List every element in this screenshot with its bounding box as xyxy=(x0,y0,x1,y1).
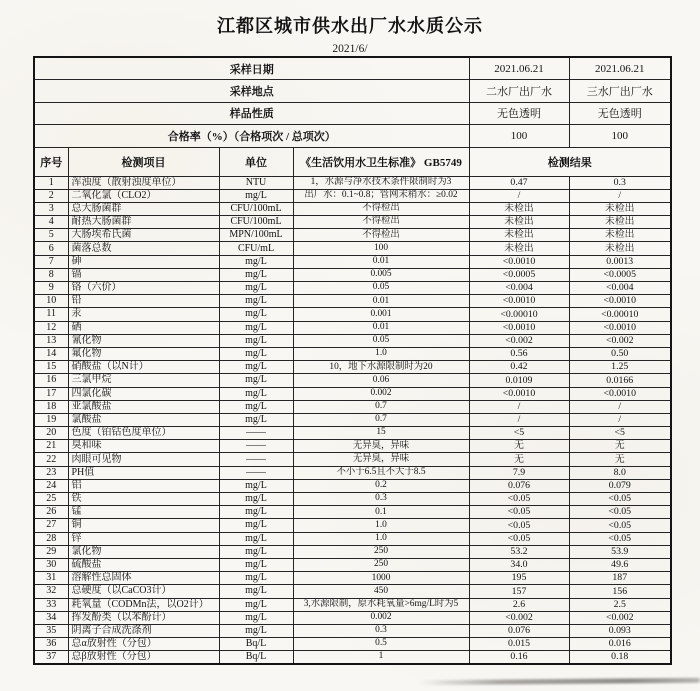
parameter-unit: mg/L xyxy=(219,611,293,624)
standard-limit: 0.05 xyxy=(293,282,469,295)
result-plant3: <0.05 xyxy=(569,519,671,532)
result-plant2: 7.9 xyxy=(469,466,569,479)
meta-value-plant3: 无色透明 xyxy=(569,102,671,125)
meta-value-plant2: 100 xyxy=(469,125,569,148)
result-plant3: 0.093 xyxy=(569,624,671,637)
page-title: 江都区城市供水出厂水水质公示 xyxy=(217,16,483,36)
table-row xyxy=(34,532,671,545)
result-plant2: <0.002 xyxy=(469,334,569,347)
standard-limit: 0.1 xyxy=(293,506,469,519)
result-plant2: 157 xyxy=(469,585,569,598)
meta-row xyxy=(34,57,671,80)
result-plant2: <0.002 xyxy=(469,611,569,624)
col-header-no: 序号 xyxy=(34,147,68,176)
parameter-unit: mg/L xyxy=(219,493,293,506)
row-number: 23 xyxy=(34,466,68,479)
row-number: 20 xyxy=(34,427,68,440)
row-number: 11 xyxy=(34,308,68,321)
result-plant2: 0.015 xyxy=(469,638,569,651)
parameter-name: 四氯化碳 xyxy=(68,387,219,400)
result-plant2: 0.0109 xyxy=(469,374,569,387)
table-row xyxy=(34,506,671,519)
parameter-unit: mg/L xyxy=(219,347,293,360)
table-row xyxy=(34,202,671,215)
parameter-unit: Bq/L xyxy=(219,651,293,664)
result-plant3: <0.05 xyxy=(569,506,671,519)
standard-limit: 0.3 xyxy=(293,493,469,506)
result-plant2: 0.16 xyxy=(469,651,569,664)
table-row xyxy=(34,282,671,295)
parameter-name: 总大肠菌群 xyxy=(68,202,219,215)
row-number: 1 xyxy=(34,176,68,189)
standard-limit: 无异臭，异味 xyxy=(293,453,469,466)
parameter-name: 硒 xyxy=(68,321,219,334)
result-plant3: 无 xyxy=(569,453,671,466)
standard-limit: 不小于6.5且不大于8.5 xyxy=(293,466,469,479)
parameter-unit: mg/L xyxy=(219,268,293,281)
parameter-unit: mg/L xyxy=(219,295,293,308)
parameter-unit: CFU/100mL xyxy=(219,216,293,229)
parameter-unit: mg/L xyxy=(219,598,293,611)
standard-limit: 不得检出 xyxy=(293,202,469,215)
row-number: 19 xyxy=(34,413,68,426)
result-plant2: <0.05 xyxy=(469,532,569,545)
result-plant3: 未检出 xyxy=(569,242,671,255)
table-row xyxy=(34,308,671,321)
row-number: 5 xyxy=(34,229,68,242)
parameter-name: 铜 xyxy=(68,519,219,532)
table-row xyxy=(34,427,671,440)
result-plant3: 0.079 xyxy=(569,479,671,492)
parameter-unit: mg/L xyxy=(219,321,293,334)
row-number: 32 xyxy=(34,585,68,598)
result-plant2: <0.00010 xyxy=(469,308,569,321)
table-row xyxy=(34,519,671,532)
col-header-standard: 《生活饮用水卫生标准》 GB5749 xyxy=(293,147,469,176)
row-number: 36 xyxy=(34,638,68,651)
parameter-unit: mg/L xyxy=(219,400,293,413)
result-plant2: <0.05 xyxy=(469,493,569,506)
result-plant3: / xyxy=(569,189,671,202)
parameter-name: 铅 xyxy=(68,295,219,308)
standard-limit: 450 xyxy=(293,585,469,598)
result-plant3: 49.6 xyxy=(569,558,671,571)
table-row xyxy=(34,453,671,466)
result-plant2: / xyxy=(469,413,569,426)
parameter-name: 砷 xyxy=(68,255,219,268)
result-plant2: <0.0010 xyxy=(469,295,569,308)
parameter-name: 总α放射性（分包） xyxy=(68,638,219,651)
parameter-name: 阴离子合成洗涤剂 xyxy=(68,624,219,637)
table-row xyxy=(34,466,671,479)
standard-limit: 1000 xyxy=(293,572,469,585)
meta-value-plant2: 二水厂出厂水 xyxy=(469,80,569,103)
row-number: 21 xyxy=(34,440,68,453)
meta-value-plant3: 三水厂出厂水 xyxy=(569,80,671,103)
parameter-name: 臭和味 xyxy=(68,440,219,453)
result-plant3: 0.0013 xyxy=(569,255,671,268)
parameter-name: 溶解性总固体 xyxy=(68,572,219,585)
parameter-unit: mg/L xyxy=(219,585,293,598)
row-number: 27 xyxy=(34,519,68,532)
table-row xyxy=(34,611,671,624)
parameter-unit: CFU/100mL xyxy=(219,202,293,215)
row-number: 6 xyxy=(34,242,68,255)
row-number: 28 xyxy=(34,532,68,545)
table-row xyxy=(34,216,671,229)
parameter-name: 耗氧量（CODMn法，以O2计） xyxy=(68,598,219,611)
parameter-unit: mg/L xyxy=(219,545,293,558)
standard-limit: 100 xyxy=(293,242,469,255)
table-row xyxy=(34,545,671,558)
result-plant3: 156 xyxy=(569,585,671,598)
parameter-name: 总硬度（以CaCO3计） xyxy=(68,585,219,598)
standard-limit: 不得检出 xyxy=(293,229,469,242)
result-plant3: 0.3 xyxy=(569,176,671,189)
table-row xyxy=(34,585,671,598)
result-plant2: 195 xyxy=(469,572,569,585)
meta-label: 合格率（%）（合格项次 / 总项次） xyxy=(34,125,469,148)
result-plant3: 无 xyxy=(569,440,671,453)
parameter-name: 铝 xyxy=(68,479,219,492)
column-header-row xyxy=(34,147,671,176)
parameter-name: 氟化物 xyxy=(68,347,219,360)
parameter-name: 耐热大肠菌群 xyxy=(68,216,219,229)
parameter-unit: NTU xyxy=(219,176,293,189)
parameter-unit: mg/L xyxy=(219,624,293,637)
parameter-unit: mg/L xyxy=(219,413,293,426)
result-plant2: <0.05 xyxy=(469,506,569,519)
standard-limit: 0.001 xyxy=(293,308,469,321)
table-row xyxy=(34,572,671,585)
parameter-unit: mg/L xyxy=(219,558,293,571)
result-plant2: <0.004 xyxy=(469,282,569,295)
standard-limit: 1，水源与净水技术条件限制时为3 xyxy=(293,176,469,189)
parameter-name: 锌 xyxy=(68,532,219,545)
parameter-name: 色度（铂钴色度单位） xyxy=(68,427,219,440)
standard-limit: 0.05 xyxy=(293,334,469,347)
parameter-unit: CFU/mL xyxy=(219,242,293,255)
parameter-unit: mg/L xyxy=(219,572,293,585)
standard-limit: 0.002 xyxy=(293,611,469,624)
result-plant2: 未检出 xyxy=(469,242,569,255)
scan-shadow xyxy=(418,678,700,685)
parameter-name: 亚氯酸盐 xyxy=(68,400,219,413)
table-row xyxy=(34,558,671,571)
parameter-unit: mg/L xyxy=(219,506,293,519)
standard-limit: 250 xyxy=(293,558,469,571)
parameter-name: 硝酸盐（以N计） xyxy=(68,361,219,374)
standard-limit: 1.0 xyxy=(293,519,469,532)
row-number: 15 xyxy=(34,361,68,374)
row-number: 25 xyxy=(34,493,68,506)
standard-limit: 0.5 xyxy=(293,638,469,651)
result-plant3: <0.002 xyxy=(569,611,671,624)
standard-limit: 0.002 xyxy=(293,387,469,400)
table-row xyxy=(34,374,671,387)
meta-row xyxy=(34,80,671,103)
parameter-unit: Bq/L xyxy=(219,638,293,651)
row-number: 22 xyxy=(34,453,68,466)
result-plant2: / xyxy=(469,400,569,413)
parameter-name: 镉 xyxy=(68,268,219,281)
result-plant3: 未检出 xyxy=(569,229,671,242)
table-row xyxy=(34,242,671,255)
table-row xyxy=(34,387,671,400)
standard-limit: 0.7 xyxy=(293,400,469,413)
table-row xyxy=(34,295,671,308)
result-plant3: 0.016 xyxy=(569,638,671,651)
meta-row xyxy=(34,102,671,125)
row-number: 9 xyxy=(34,282,68,295)
standard-limit: 0.7 xyxy=(293,413,469,426)
result-plant2: 34.0 xyxy=(469,558,569,571)
col-header-result: 检测结果 xyxy=(469,147,671,176)
table-row xyxy=(34,651,671,664)
row-number: 12 xyxy=(34,321,68,334)
result-plant2: <0.0010 xyxy=(469,321,569,334)
result-plant3: 2.5 xyxy=(569,598,671,611)
meta-label: 样品性质 xyxy=(34,102,469,125)
result-plant3: 8.0 xyxy=(569,466,671,479)
row-number: 3 xyxy=(34,202,68,215)
result-plant3: / xyxy=(569,400,671,413)
results-body xyxy=(34,176,671,664)
parameter-unit: —— xyxy=(219,466,293,479)
table-row xyxy=(34,400,671,413)
parameter-name: 肉眼可见物 xyxy=(68,453,219,466)
row-number: 30 xyxy=(34,558,68,571)
row-number: 17 xyxy=(34,387,68,400)
parameter-name: 氰化物 xyxy=(68,334,219,347)
table-row xyxy=(34,268,671,281)
standard-limit: 无异臭，异味 xyxy=(293,440,469,453)
parameter-name: 锰 xyxy=(68,506,219,519)
standard-limit: 3,水源限制，原水耗氧量>6mg/L时为5 xyxy=(293,598,469,611)
meta-value-plant2: 2021.06.21 xyxy=(469,57,569,80)
row-number: 10 xyxy=(34,295,68,308)
result-plant2: 0.42 xyxy=(469,361,569,374)
parameter-name: 菌落总数 xyxy=(68,242,219,255)
result-plant3: 1.25 xyxy=(569,361,671,374)
parameter-unit: mg/L xyxy=(219,255,293,268)
meta-value-plant3: 2021.06.21 xyxy=(569,57,671,80)
result-plant3: 0.18 xyxy=(569,651,671,664)
parameter-name: 二氧化氯（CLO2） xyxy=(68,189,219,202)
parameter-unit: MPN/100mL xyxy=(219,229,293,242)
parameter-name: 三氯甲烷 xyxy=(68,374,219,387)
meta-row xyxy=(34,125,671,148)
parameter-unit: mg/L xyxy=(219,361,293,374)
standard-limit: 0.01 xyxy=(293,295,469,308)
parameter-name: 硫酸盐 xyxy=(68,558,219,571)
water-quality-table xyxy=(33,56,672,665)
result-plant2: <5 xyxy=(469,427,569,440)
row-number: 13 xyxy=(34,334,68,347)
parameter-name: 浑浊度（散射浊度单位） xyxy=(68,176,219,189)
parameter-name: 氯化物 xyxy=(68,545,219,558)
parameter-unit: mg/L xyxy=(219,189,293,202)
standard-limit: 0.01 xyxy=(293,255,469,268)
parameter-name: 铁 xyxy=(68,493,219,506)
row-number: 37 xyxy=(34,651,68,664)
result-plant2: <0.0005 xyxy=(469,268,569,281)
standard-limit: 不得检出 xyxy=(293,216,469,229)
result-plant3: <0.004 xyxy=(569,282,671,295)
result-plant2: 无 xyxy=(469,453,569,466)
result-plant2: <0.05 xyxy=(469,519,569,532)
parameter-unit: mg/L xyxy=(219,532,293,545)
col-header-unit: 单位 xyxy=(219,147,293,176)
result-plant2: <0.0010 xyxy=(469,387,569,400)
parameter-unit: mg/L xyxy=(219,387,293,400)
standard-limit: 1.0 xyxy=(293,532,469,545)
row-number: 8 xyxy=(34,268,68,281)
meta-body xyxy=(34,57,671,147)
row-number: 24 xyxy=(34,479,68,492)
table-row xyxy=(34,638,671,651)
row-number: 7 xyxy=(34,255,68,268)
result-plant2: 无 xyxy=(469,440,569,453)
parameter-unit: mg/L xyxy=(219,334,293,347)
row-number: 4 xyxy=(34,216,68,229)
parameter-name: 挥发酚类（以苯酚计） xyxy=(68,611,219,624)
result-plant3: / xyxy=(569,413,671,426)
table-row xyxy=(34,321,671,334)
result-plant3: 0.0166 xyxy=(569,374,671,387)
table-row xyxy=(34,598,671,611)
result-plant2: 未检出 xyxy=(469,202,569,215)
result-plant3: <5 xyxy=(569,427,671,440)
result-plant3: <0.0010 xyxy=(569,321,671,334)
result-plant3: 0.50 xyxy=(569,347,671,360)
standard-limit: 15 xyxy=(293,427,469,440)
result-plant3: <0.05 xyxy=(569,532,671,545)
meta-label: 采样日期 xyxy=(34,57,469,80)
row-number: 35 xyxy=(34,624,68,637)
result-plant2: 53.2 xyxy=(469,545,569,558)
result-plant2: 未检出 xyxy=(469,216,569,229)
result-plant3: 未检出 xyxy=(569,216,671,229)
parameter-name: 总β放射性（分包） xyxy=(68,651,219,664)
standard-limit: 10，地下水源限制时为20 xyxy=(293,361,469,374)
result-plant3: <0.0010 xyxy=(569,387,671,400)
standard-limit: 250 xyxy=(293,545,469,558)
report-month: 2021/6/ xyxy=(332,43,368,55)
table-row xyxy=(34,493,671,506)
parameter-name: 氯酸盐 xyxy=(68,413,219,426)
standard-limit: 0.005 xyxy=(293,268,469,281)
result-plant3: <0.05 xyxy=(569,493,671,506)
parameter-name: 汞 xyxy=(68,308,219,321)
row-number: 33 xyxy=(34,598,68,611)
row-number: 29 xyxy=(34,545,68,558)
meta-value-plant3: 100 xyxy=(569,125,671,148)
parameter-unit: —— xyxy=(219,440,293,453)
row-number: 18 xyxy=(34,400,68,413)
parameter-name: 大肠埃希氏菌 xyxy=(68,229,219,242)
table-row xyxy=(34,176,671,189)
result-plant3: 187 xyxy=(569,572,671,585)
result-plant2: 0.076 xyxy=(469,479,569,492)
result-plant3: <0.0010 xyxy=(569,295,671,308)
standard-limit: 0.06 xyxy=(293,374,469,387)
meta-label: 采样地点 xyxy=(34,80,469,103)
standard-limit: 1 xyxy=(293,651,469,664)
result-plant3: 53.9 xyxy=(569,545,671,558)
parameter-unit: mg/L xyxy=(219,308,293,321)
standard-limit: 0.01 xyxy=(293,321,469,334)
parameter-name: PH值 xyxy=(68,466,219,479)
table-row xyxy=(34,229,671,242)
standard-limit: 1.0 xyxy=(293,347,469,360)
table-row xyxy=(34,334,671,347)
parameter-unit: mg/L xyxy=(219,282,293,295)
result-plant2: 0.076 xyxy=(469,624,569,637)
table-row xyxy=(34,189,671,202)
col-header-item: 检测项目 xyxy=(68,147,219,176)
result-plant3: <0.002 xyxy=(569,334,671,347)
table-row xyxy=(34,624,671,637)
standard-limit: 0.2 xyxy=(293,479,469,492)
table-row xyxy=(34,347,671,360)
parameter-unit: —— xyxy=(219,453,293,466)
meta-value-plant2: 无色透明 xyxy=(469,102,569,125)
table-row xyxy=(34,413,671,426)
result-plant2: / xyxy=(469,189,569,202)
parameter-name: 铬（六价） xyxy=(68,282,219,295)
result-plant3: <0.0005 xyxy=(569,268,671,281)
row-number: 16 xyxy=(34,374,68,387)
parameter-unit: —— xyxy=(219,427,293,440)
table-row xyxy=(34,361,671,374)
table-row xyxy=(34,440,671,453)
standard-limit: 出厂水：0.1~0.8；管网末稍水：≥0.02 xyxy=(293,189,469,202)
row-number: 31 xyxy=(34,572,68,585)
standard-limit: 0.3 xyxy=(293,624,469,637)
result-plant2: 未检出 xyxy=(469,229,569,242)
parameter-unit: mg/L xyxy=(219,479,293,492)
row-number: 34 xyxy=(34,611,68,624)
result-plant2: 2.6 xyxy=(469,598,569,611)
row-number: 14 xyxy=(34,347,68,360)
row-number: 2 xyxy=(34,189,68,202)
result-plant2: 0.47 xyxy=(469,176,569,189)
table-row xyxy=(34,479,671,492)
table-row xyxy=(34,255,671,268)
result-plant3: <0.00010 xyxy=(569,308,671,321)
result-plant2: <0.0010 xyxy=(469,255,569,268)
result-plant3: 未检出 xyxy=(569,202,671,215)
parameter-unit: mg/L xyxy=(219,374,293,387)
result-plant2: 0.56 xyxy=(469,347,569,360)
row-number: 26 xyxy=(34,506,68,519)
parameter-unit: mg/L xyxy=(219,519,293,532)
